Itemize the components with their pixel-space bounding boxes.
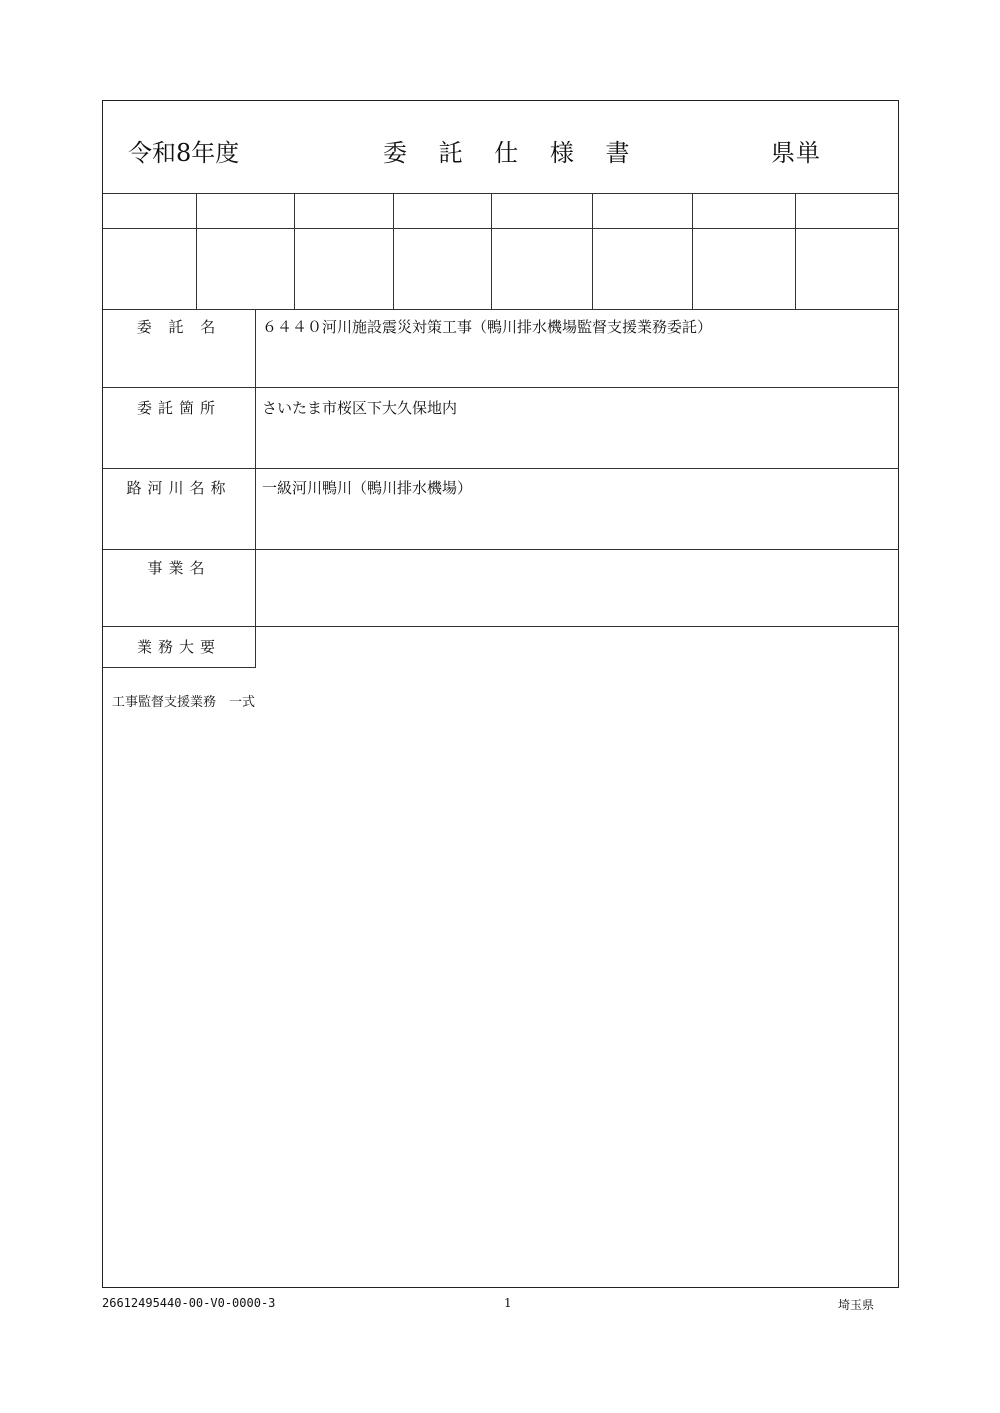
field-value-river-name: 一級河川鴨川（鴨川排水機場）	[262, 479, 473, 497]
rule-after-approval	[103, 309, 899, 310]
field-label-contract-name: 委 託 名	[136, 318, 222, 336]
approval-divider-2	[294, 193, 295, 309]
document-title: 委 託 仕 様 書	[383, 139, 642, 167]
rule-after-field-2	[103, 468, 899, 469]
fiscal-year: 令和8年度	[128, 139, 240, 167]
approval-divider-3	[393, 193, 394, 309]
rule-approval-header	[103, 228, 899, 229]
summary-label: 業務大要	[136, 638, 221, 656]
rule-after-field-4	[103, 626, 899, 627]
field-label-river-name: 路河川名称	[126, 479, 232, 497]
approval-divider-1	[196, 193, 197, 309]
field-value-contract-name: ６４４０河川施設震災対策工事（鴨川排水機場監督支援業務委託）	[262, 318, 713, 336]
label-column-divider	[255, 309, 256, 667]
approval-divider-5	[592, 193, 593, 309]
field-value-location: さいたま市桜区下大久保地内	[262, 399, 458, 417]
rule-summary-label-bottom	[103, 667, 256, 668]
footer-organization: 埼玉県	[838, 1298, 875, 1312]
approval-divider-7	[795, 193, 796, 309]
summary-text: 工事監督支援業務 一式	[112, 695, 256, 710]
footer-document-id: 26612495440-00-V0-0000-3	[102, 1296, 276, 1310]
approval-divider-6	[692, 193, 693, 309]
field-label-location: 委託箇所	[136, 399, 221, 417]
rule-after-field-3	[103, 549, 899, 550]
footer-page-number: 1	[504, 1296, 512, 1310]
approval-divider-4	[491, 193, 492, 309]
rule-after-field-1	[103, 387, 899, 388]
field-label-project-name: 事業名	[147, 559, 211, 577]
rule-after-title	[103, 193, 899, 194]
budget-category: 県単	[771, 139, 821, 167]
